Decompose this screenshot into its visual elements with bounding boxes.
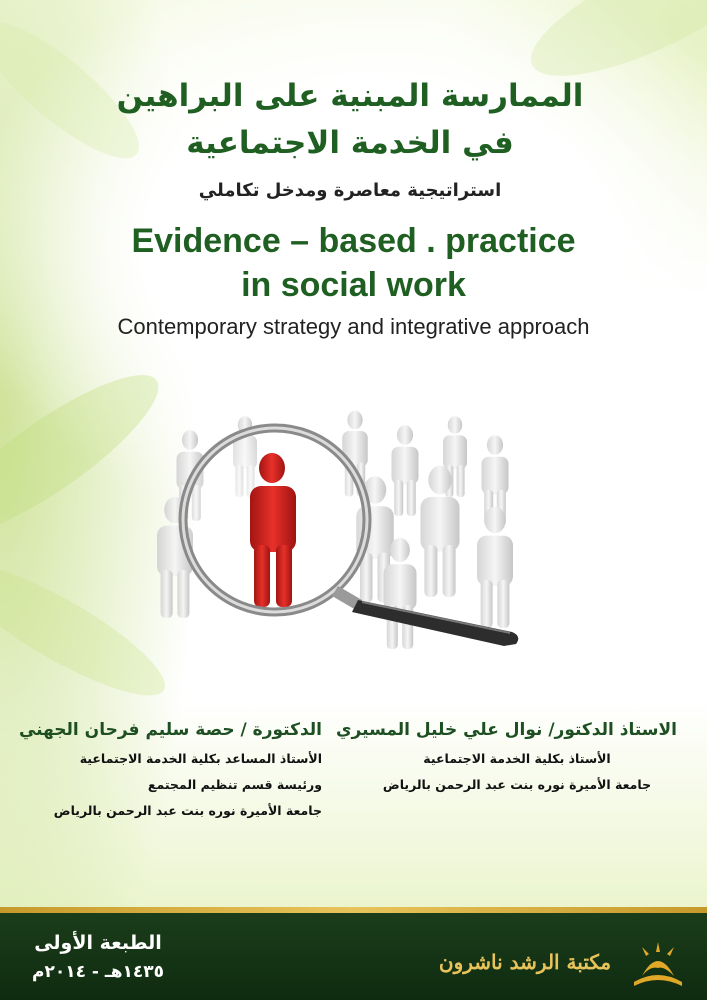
title-english-line-1: Evidence – based . practice (131, 222, 576, 260)
author-primary (335, 720, 677, 792)
subtitle-english: Contemporary strategy and integrative approach (117, 314, 590, 339)
title-arabic-line-1: الممارسة المبنية على البراهين (116, 78, 584, 114)
publisher-logo-icon (628, 938, 688, 988)
author-secondary-university: جامعة الأميرة نوره بنت عبد الرحمن بالرياض (53, 803, 322, 818)
subtitle-arabic: استراتيجية معاصرة ومدخل تكاملي (198, 180, 502, 201)
person-figure-icon (421, 466, 460, 597)
author-secondary-affiliation: الأستاذ المساعد بكلية الخدمة الاجتماعية (79, 751, 322, 766)
author-secondary-role: ورئيسة قسم تنظيم المجتمع (147, 777, 322, 792)
author-secondary (18, 720, 322, 818)
edition-year: ١٤٣٥هـ - ٢٠١٤م (32, 962, 164, 982)
person-figure-icon (392, 425, 419, 516)
person-figure-icon (477, 507, 513, 628)
author-primary-university: جامعة الأميرة نوره بنت عبد الرحمن بالرياض (382, 777, 652, 792)
publisher-name: مكتبة الرشد ناشرون (438, 950, 612, 974)
edition-label: الطبعة الأولى (34, 932, 162, 954)
author-primary-name: الاستاذ الدكتور/ نوال علي خليل المسيري (335, 720, 677, 740)
title-arabic-line-2: في الخدمة الاجتماعية (186, 125, 514, 161)
cover-illustration (150, 400, 530, 660)
title-english-line-2: in social work (241, 266, 466, 304)
author-primary-affiliation: الأستاذ بكلية الخدمة الاجتماعية (423, 751, 611, 766)
author-secondary-name: الدكتورة / حصة سليم فرحان الجهني (18, 720, 322, 740)
